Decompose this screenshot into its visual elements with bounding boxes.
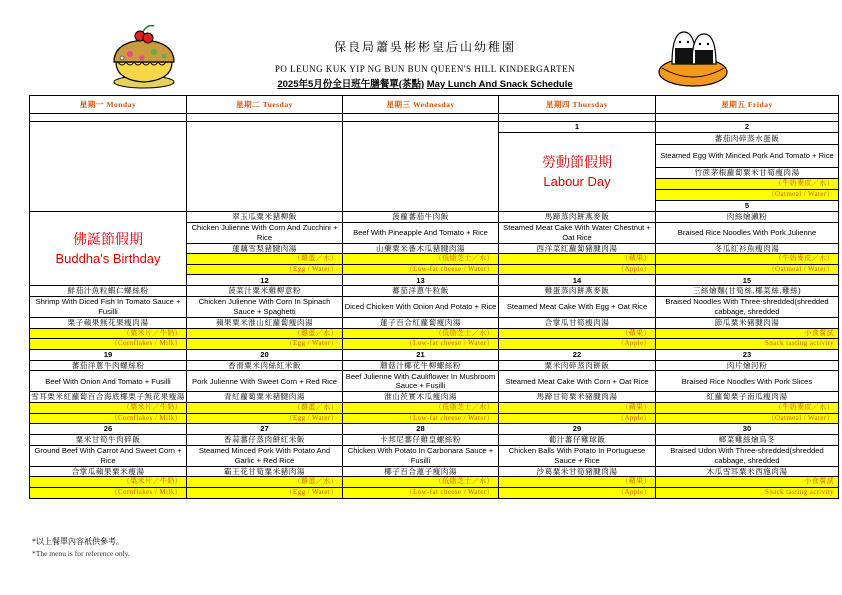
soup: 山藥粟米番木瓜豬腱肉湯 xyxy=(343,243,499,254)
week5-soup-row xyxy=(30,466,839,477)
rice-ball-icon xyxy=(652,24,734,90)
soup: 青紅蘿蔔粟米豬腱肉湯 xyxy=(187,392,343,403)
empty-cell xyxy=(187,122,343,212)
week5-date-row xyxy=(30,424,839,435)
week4-date-row xyxy=(30,349,839,360)
lunch-cn: 蕃茄洋蔥牛粒飯 xyxy=(343,286,499,297)
lunch-cn: 菠蘿蕃茄牛肉飯 xyxy=(343,212,499,223)
snack-en: （Apple） xyxy=(499,413,656,424)
snack-en: （Cornflakes / Milk） xyxy=(30,487,187,498)
lunch-cn: 葡汁蕃仔雞球飯 xyxy=(499,435,656,446)
snack-cn: （粟米片／牛奶） xyxy=(30,477,187,488)
snack-cn: （低脂芝士／水） xyxy=(343,402,499,413)
lunch-en: Steamed Meat Cake With Egg + Oat Rice xyxy=(499,296,656,317)
menu-calendar xyxy=(29,95,839,499)
soup: 蓮子百合紅蘿蔔瘦肉湯 xyxy=(343,317,499,328)
snack-cn: （低脂芝士／水） xyxy=(343,477,499,488)
lunch-en: Beef With Pineapple And Tomato + Rice xyxy=(343,222,499,243)
lunch-cn: 馬蹄蒸肉餅燕麥飯 xyxy=(499,212,656,223)
week4-lunch-en-row xyxy=(30,371,839,392)
lunch-cn: 蕃茄洋蔥牛肉螺絲粉 xyxy=(30,360,187,371)
snack-cn: （牛奶麥皮／水） xyxy=(656,402,839,413)
lunch-cn: 雞蛋蒸肉餅燕麥飯 xyxy=(499,286,656,297)
holiday-buddhas-birthday: 佛誕節假期 Buddha's Birthday xyxy=(30,212,187,286)
school-name-cn: 保良局蕭吳彬彬皇后山幼稚園 xyxy=(333,40,516,54)
lunch-cn: 粟米甘筍牛肉碎飯 xyxy=(30,435,187,446)
week3-soup-row xyxy=(30,317,839,328)
soup: 竹蔗茅根蘿蔔粟米甘筍瘦肉湯 xyxy=(656,168,839,179)
week3-lunch-en-row xyxy=(30,296,839,317)
soup: 淮山茨實木瓜瘦肉湯 xyxy=(343,392,499,403)
soup: 西洋菜紅蘿蔔豬腱肉湯 xyxy=(499,243,656,254)
lunch-en: Chicken Balls With Potato In Portuguese Sauce + Rice xyxy=(499,445,656,466)
snack-en: （Low-fat cheese / Water） xyxy=(343,487,499,498)
date-number: 1 xyxy=(499,122,656,133)
date-number: 15 xyxy=(656,275,839,286)
date-number: 30 xyxy=(656,424,839,435)
footer-note-en: *The menu is for reference only. xyxy=(32,549,130,558)
lunch-en: Shrimp With Diced Fish In Tomato Sauce + Fusilli xyxy=(30,296,187,317)
lunch-cn: 香滑粟米肉絲紅米飯 xyxy=(187,360,343,371)
snack-cn: （蘋果） xyxy=(499,477,656,488)
snack-en: （Egg / Water） xyxy=(187,339,343,350)
week4-snack-en-row xyxy=(30,413,839,424)
snack-en: （Oatmeal / Water） xyxy=(656,190,839,201)
soup: 馬蹄甘筍粟米豬腱肉湯 xyxy=(499,392,656,403)
lunch-en: Braised Rice Noodles With Pork Slices xyxy=(656,371,839,392)
snack-cn: （雞蛋／水） xyxy=(187,254,343,265)
snack-en: （Apple） xyxy=(499,487,656,498)
lunch-en: Pork Julienne With Sweet Corn + Red Rice xyxy=(187,371,343,392)
week5-lunch-en-row xyxy=(30,445,839,466)
empty-cell xyxy=(30,122,187,212)
lunch-en: Chicken Julienne With Corn And Zucchini + Rice xyxy=(187,222,343,243)
week5-snack-en-row xyxy=(30,487,839,498)
week3-snack-en-row xyxy=(30,339,839,350)
lunch-en: Braised Rice Noodles With Pork Julienne xyxy=(656,222,839,243)
soup: 蘋果粟米淮山紅蘿蔔瘦肉湯 xyxy=(187,317,343,328)
snack-en: （Cornflakes / Milk） xyxy=(30,339,187,350)
weekday-monday: 星期一 Monday xyxy=(30,96,187,114)
lunch-en: Braised Udon With Three-shredded(shredded cabbage, shredded xyxy=(656,445,839,466)
lunch-cn: 香蒜蕃仔蒸肉餅紅米飯 xyxy=(187,435,343,446)
soup: 節瓜粟米豬腱肉湯 xyxy=(656,317,839,328)
lunch-en: Steamed Meat Cake With Corn + Oat Rice xyxy=(499,371,656,392)
soup: 雪耳栗米紅蘿蔔百合海底椰栗子無花果瘦湯 xyxy=(31,392,185,402)
snack-cn: （低脂芝士／水） xyxy=(343,254,499,265)
snack-en: （Apple） xyxy=(499,339,656,350)
soup: 合掌瓜甘筍瘦肉湯 xyxy=(499,317,656,328)
soup: 霸王花甘筍粟米豬肉湯 xyxy=(187,466,343,477)
snack-cn: （粟米片／牛奶） xyxy=(30,402,187,413)
date-number: 23 xyxy=(656,349,839,360)
lunch-en: Ground Beef With Carrot And Sweet Corn + Rice xyxy=(30,445,187,466)
schedule-title: 2025年5月份全日班午膳餐單(茶點) May Lunch And Snack Schedule xyxy=(277,79,573,90)
soup: 沙葛粟米甘筍豬腱肉湯 xyxy=(499,466,656,477)
lunch-en: Diced Chicken With Onion And Potato + Rice xyxy=(343,296,499,317)
week4-snack-cn-row xyxy=(30,402,839,413)
week5-lunch-cn-row xyxy=(30,435,839,446)
snack-en: （Low-fat cheese / Water） xyxy=(343,264,499,275)
snack-en: （Egg / Water） xyxy=(187,487,343,498)
lunch-en: Beef With Onion And Tomato + Fusilli xyxy=(30,371,187,392)
lunch-cn: 粟米肉碎蒸肉餅飯 xyxy=(499,360,656,371)
week3-lunch-cn-row xyxy=(30,286,839,297)
cake-icon xyxy=(108,22,180,90)
snack-cn: （蘋果） xyxy=(499,254,656,265)
lunch-cn: 三絲燴麵(甘筍絲,椰菜絲,雞絲) xyxy=(656,286,839,297)
date-number: 27 xyxy=(187,424,343,435)
lunch-cn: 菠菜汁粟米雞柳意粉 xyxy=(187,286,343,297)
week4-soup-row xyxy=(30,392,839,403)
soup: 蓮藕雪梨豬腱肉湯 xyxy=(187,243,343,254)
snack-en: Snack tasting activity xyxy=(656,339,839,350)
weekday-wednesday: 星期三 Wednesday xyxy=(343,96,499,114)
lunch-cn: 蘑菇汁椰花牛柳螺絲粉 xyxy=(343,360,499,371)
snack-cn: （蘋果） xyxy=(499,328,656,339)
date-number: 26 xyxy=(30,424,187,435)
lunch-en: Chicken Julienne With Corn In Spinach Sauce + Spaghetti xyxy=(187,296,343,317)
lunch-en: Steamed Egg With Minced Pork And Tomato + Rice xyxy=(656,145,839,168)
snack-en: （Oatmeal / Water） xyxy=(656,413,839,424)
holiday-labour-day: 勞動節假期 Labour Day xyxy=(499,133,656,212)
header-titles xyxy=(200,38,650,90)
date-number: 22 xyxy=(499,349,656,360)
lunch-cn: 肉絲燴瀨粉 xyxy=(656,212,839,223)
lunch-cn: 肉片燴河粉 xyxy=(656,360,839,371)
date-number: 2 xyxy=(656,122,839,133)
soup: 栗子蘋果無花果瘦肉湯 xyxy=(30,317,187,328)
snack-cn: （雞蛋／水） xyxy=(187,402,343,413)
soup: 合掌瓜蘋果粟米瘦湯 xyxy=(30,466,187,477)
lunch-cn: 蕃茄肉碎蒸水蛋飯 xyxy=(656,133,839,145)
lunch-en: Braised Noodles With Three-shredded(shredded cabbage, shredded xyxy=(656,296,839,317)
lunch-en: Steamed Meat Cake With Water Chestnut + Oat Rice xyxy=(499,222,656,243)
school-name-en: PO LEUNG KUK YIP NG BUN BUN QUEEN'S HILL KINDERGARTEN xyxy=(274,64,576,74)
lunch-cn: 翠玉瓜粟米豬柳飯 xyxy=(187,212,343,223)
snack-cn: （低脂芝士／水） xyxy=(343,328,499,339)
weekday-header-row xyxy=(30,96,839,114)
empty-cell xyxy=(343,122,499,212)
date-number: 12 xyxy=(187,275,343,286)
footer-note-cn: *以上餐單內容祇供參考。 xyxy=(32,537,124,546)
date-number: 20 xyxy=(187,349,343,360)
lunch-cn: 卡邦尼蕃仔雞皇螺絲粉 xyxy=(343,435,499,446)
date-number: 5 xyxy=(656,201,839,212)
lunch-en: Steamed Minced Pork With Potato And Garlic + Red Rice xyxy=(187,445,343,466)
snack-cn: （蘋果） xyxy=(499,402,656,413)
lunch-en: Chicken With Potato In Carbonara Sauce + Fusilli xyxy=(343,445,499,466)
date-number: 19 xyxy=(30,349,187,360)
snack-en: （Oatmeal / Water） xyxy=(656,264,839,275)
soup: 木瓜雪耳粟米西施肉湯 xyxy=(656,466,839,477)
snack-en: （Egg / Water） xyxy=(187,264,343,275)
week1-date-row xyxy=(30,122,839,133)
snack-en: （Apple） xyxy=(499,264,656,275)
date-number: 29 xyxy=(499,424,656,435)
snack-cn: （粟米片／牛奶） xyxy=(30,328,187,339)
soup: 冬瓜紅衫魚瘦肉湯 xyxy=(656,243,839,254)
snack-cn: 小食嘗試 xyxy=(656,477,839,488)
snack-cn: （雞蛋／水） xyxy=(187,328,343,339)
lunch-cn: 鄉菜雞絲燴烏冬 xyxy=(656,435,839,446)
snack-cn: （雞蛋／水） xyxy=(187,477,343,488)
lunch-cn: 鮮茄汁魚粒蝦仁螺絲粉 xyxy=(30,286,187,297)
soup: 椰子百合蓮子瘦肉湯 xyxy=(343,466,499,477)
snack-en: （Cornflakes / Milk） xyxy=(30,413,187,424)
snack-cn: （牛奶麥皮／水） xyxy=(656,254,839,265)
weekday-tuesday: 星期二 Tuesday xyxy=(187,96,343,114)
week4-lunch-cn-row xyxy=(30,360,839,371)
page-header xyxy=(0,0,842,95)
week5-snack-cn-row xyxy=(30,477,839,488)
date-number: 28 xyxy=(343,424,499,435)
snack-en: Snack tasting activity xyxy=(656,487,839,498)
week3-snack-cn-row xyxy=(30,328,839,339)
week2-lunch-cn-row xyxy=(30,212,839,223)
snack-en: （Low-fat cheese / Water） xyxy=(343,339,499,350)
weekday-friday: 星期五 Friday xyxy=(656,96,839,114)
snack-en: （Low-fat cheese / Water） xyxy=(343,413,499,424)
date-number: 14 xyxy=(499,275,656,286)
date-number: 13 xyxy=(343,275,499,286)
spacer-row xyxy=(30,114,839,122)
snack-cn: 小食嘗試 xyxy=(656,328,839,339)
snack-en: （Egg / Water） xyxy=(187,413,343,424)
soup: 紅蘿蔔栗子南瓜瘦肉湯 xyxy=(656,392,839,403)
snack-cn: （牛奶麥皮／水） xyxy=(656,179,839,190)
weekday-thursday: 星期四 Thursday xyxy=(499,96,656,114)
date-number: 21 xyxy=(343,349,499,360)
lunch-en: Beef Julienne With Cauliflower In Mushroom Sauce + Fusilli xyxy=(343,371,499,392)
